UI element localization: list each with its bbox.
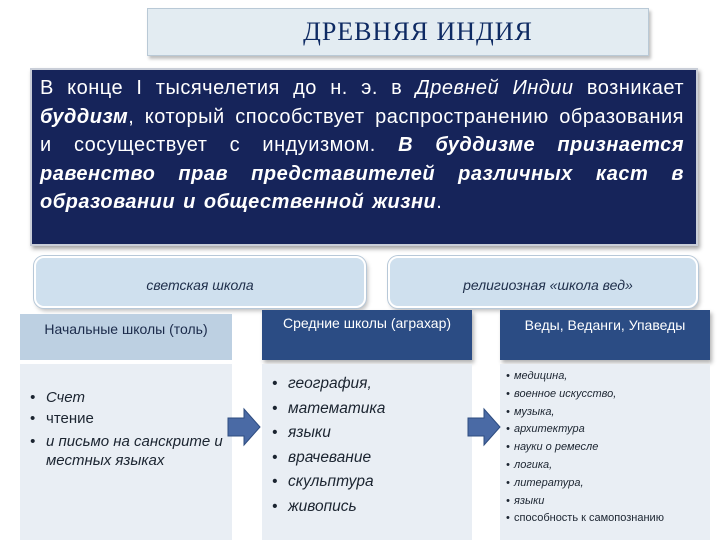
primary-subjects-list [20,364,232,470]
list-item: • языки [506,493,710,511]
list-item: • Счет [28,388,232,407]
vedas-header: Веды, Веданги, Упаведы [500,310,710,360]
page-title: ДРЕВНЯЯ ИНДИЯ [147,8,649,56]
primary-schools-panel [20,364,232,540]
list-item: • медицина, [506,368,710,386]
list-item: • живопись [270,495,472,520]
vedas-subjects-list [500,364,710,528]
list-item: • и письмо на санскрите и местных языках [28,432,232,470]
secondary-schools-header: Средние школы (аграхар) [262,310,472,360]
list-item: • чтение [28,407,232,430]
list-item: • логика, [506,457,710,475]
list-item: • география, [270,372,472,397]
arrow-right-icon [466,407,502,447]
list-item: • скульптура [270,470,472,495]
list-item: • математика [270,397,472,422]
list-item: • языки [270,421,472,446]
list-item: • науки о ремесле [506,439,710,457]
list-item: • врачевание [270,446,472,471]
arrow-right-icon [226,407,262,447]
primary-schools-header: Начальные школы (толь) [20,314,232,360]
secondary-subjects-list [262,364,472,519]
secondary-schools-panel [262,364,472,540]
vedas-panel [500,364,710,540]
list-item: • архитектура [506,421,710,439]
list-item: • литература, [506,475,710,493]
secular-school-label: светская школа [34,256,366,308]
list-item: • музыка, [506,404,710,422]
intro-text-box: В конце I тысячелетия до н. э. в Древней Индии возникает буддизм, который способствует распространению образования и сосуществует с индуизмом. В буддизме признается равенство прав представителей различных каст в образовании и общественной жизни. [30,68,698,246]
list-item: • способность к самопознанию [506,510,710,528]
list-item: • военное искусство, [506,386,710,404]
religious-school-label: религиозная «школа вед» [388,256,698,308]
